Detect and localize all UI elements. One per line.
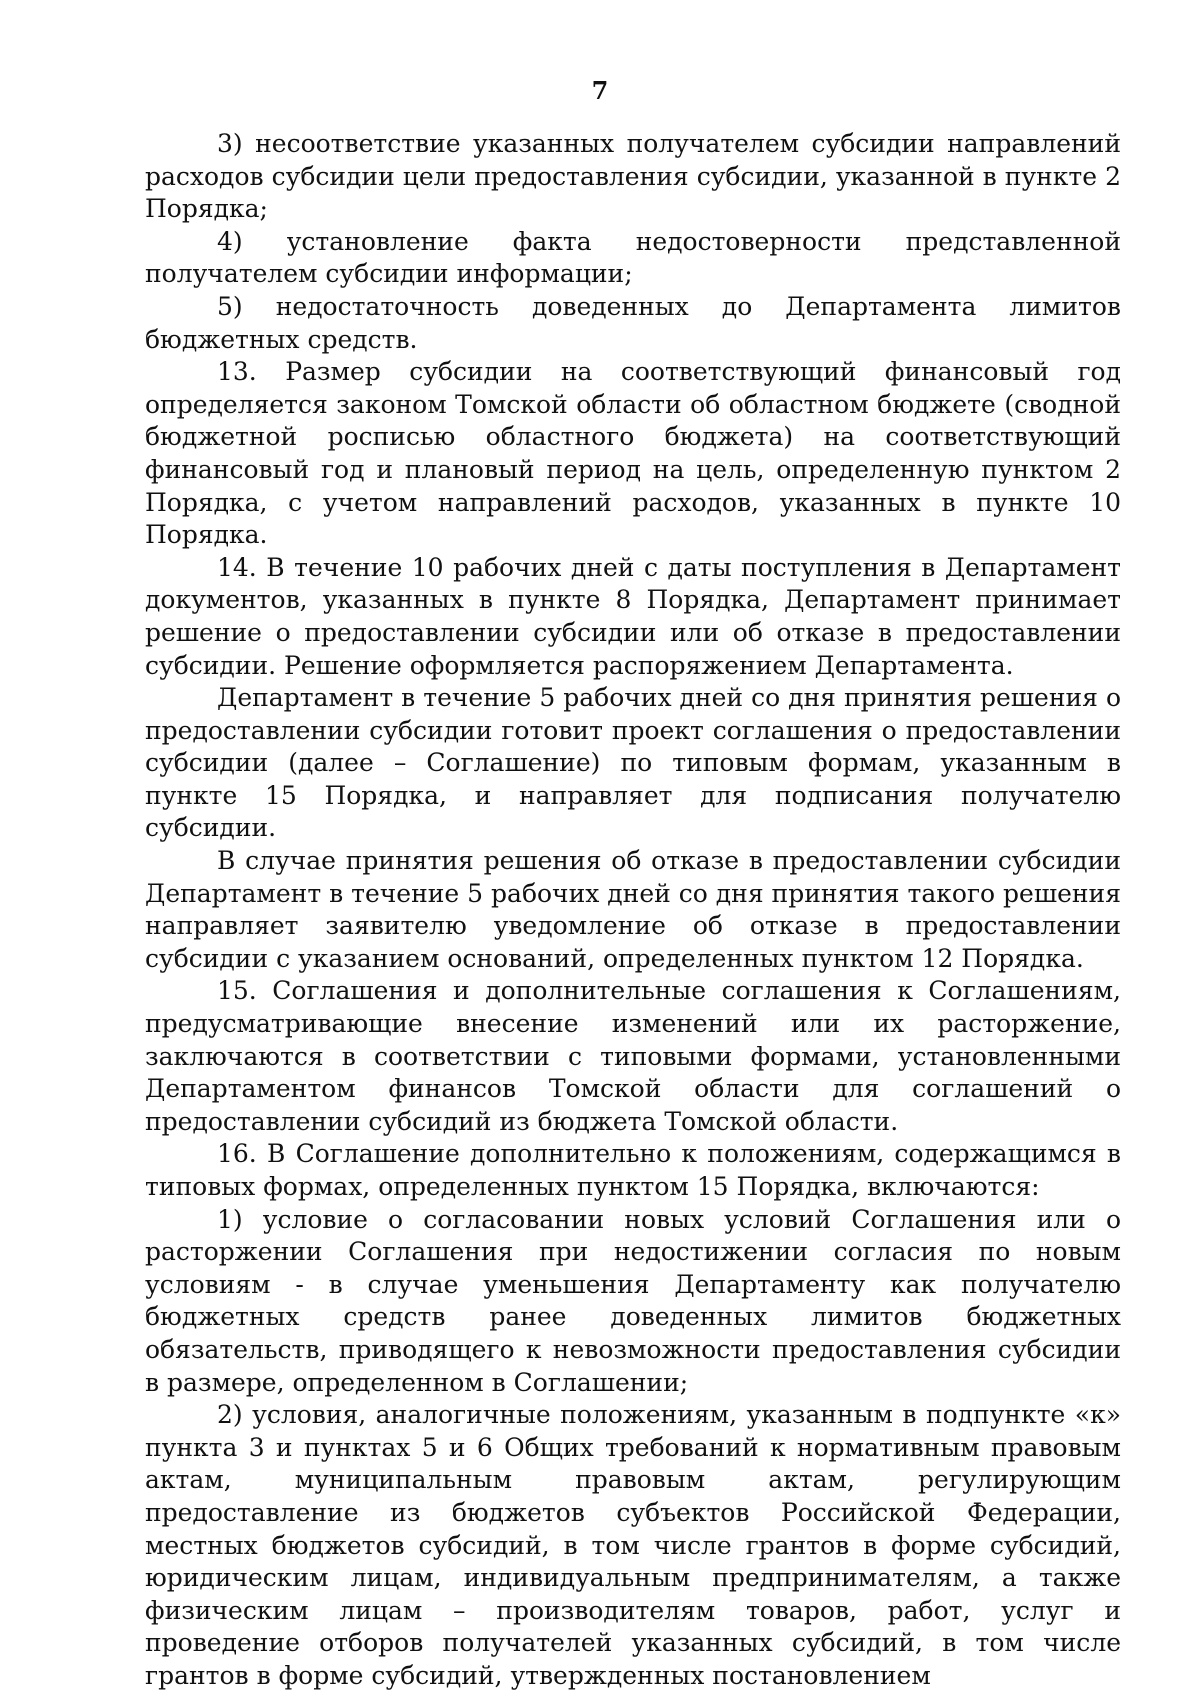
- paragraph-clause-14-cont-2: В случае принятия решения об отказе в предоставлении субсидии Департамент в течение 5 рабочих дней со дня принятия такого решения направляет заявителю уведомление об отказе в предоставлении субсидии с указанием оснований, определенных пунктом 12 Порядка.: [145, 846, 1121, 973]
- page-number: 7: [591, 76, 609, 105]
- paragraph-item-4: 4) установление факта недостоверности представленной получателем субсидии информации;: [145, 226, 1121, 289]
- paragraph-clause-16: 16. В Соглашение дополнительно к положениям, содержащимся в типовых формах, определенных пунктом 15 Порядка, включаются:: [145, 1139, 1121, 1201]
- paragraph-clause-14: 14. В течение 10 рабочих дней с даты поступления в Департамент документов, указанных в пункте 8 Порядка, Департамент принимает решение о предоставлении субсидии или об отказе в предоставлении субсидии. Решение оформляется распоряжением Департамента.: [145, 552, 1121, 680]
- paragraph-clause-16-item-1: 1) условие о согласовании новых условий Соглашения или о расторжении Соглашения при недостижении согласия по новым условиям - в случае уменьшения Департаменту как получателю бюджетных средств ранее доведенных лимитов бюджетных обязательств, приводящего к невозможности предоставления субсидии в размере, определенном в Соглашении;: [145, 1204, 1121, 1397]
- paragraph-clause-13: 13. Размер субсидии на соответствующий финансовый год определяется законом Томской области об областном бюджете (сводной бюджетной росписью областного бюджета) на соответствующий финансовый год и плановый период на цель, определенную пунктом 2 Порядка, с учетом направлений расходов, указанных в пункте 10 Порядка.: [145, 357, 1121, 550]
- paragraph-clause-16-item-2: 2) условия, аналогичные положениям, указанным в подпункте «к» пункта 3 и пунктах 5 и 6 Общих требований к нормативным правовым актам, муниципальным правовым актам, регулирующим предоставление из бюджетов субъектов Российской Федерации, местных бюджетов субсидий, в том числе грантов в форме субсидий, юридическим лицам, индивидуальным предпринимателям, а также физическим лицам – производителям товаров, работ, услуг и проведение отборов получателей указанных субсидий, в том числе грантов в форме субсидий, утвержденных постановлением: [145, 1400, 1121, 1690]
- paragraph-clause-14-cont-1: Департамент в течение 5 рабочих дней со дня принятия решения о предоставлении субсидии готовит проект соглашения о предоставлении субсидии (далее – Соглашение) по типовым формам, указанным в пункте 15 Порядка, и направляет для подписания получателю субсидии.: [145, 683, 1121, 843]
- paragraph-item-5: 5) недостаточность доведенных до Департамента лимитов бюджетных средств.: [145, 291, 1121, 354]
- paragraph-clause-15: 15. Соглашения и дополнительные соглашения к Соглашениям, предусматривающие внесение изменений или их расторжение, заключаются в соответствии с типовыми формами, установленными Департаментом финансов Томской области для соглашений о предоставлении субсидий из бюджета Томской области.: [145, 976, 1121, 1136]
- paragraph-item-3: 3) несоответствие указанных получателем субсидии направлений расходов субсидии цели предоставления субсидии, указанной в пункте 2 Порядка;: [145, 129, 1121, 224]
- document-body: [145, 128, 1121, 1693]
